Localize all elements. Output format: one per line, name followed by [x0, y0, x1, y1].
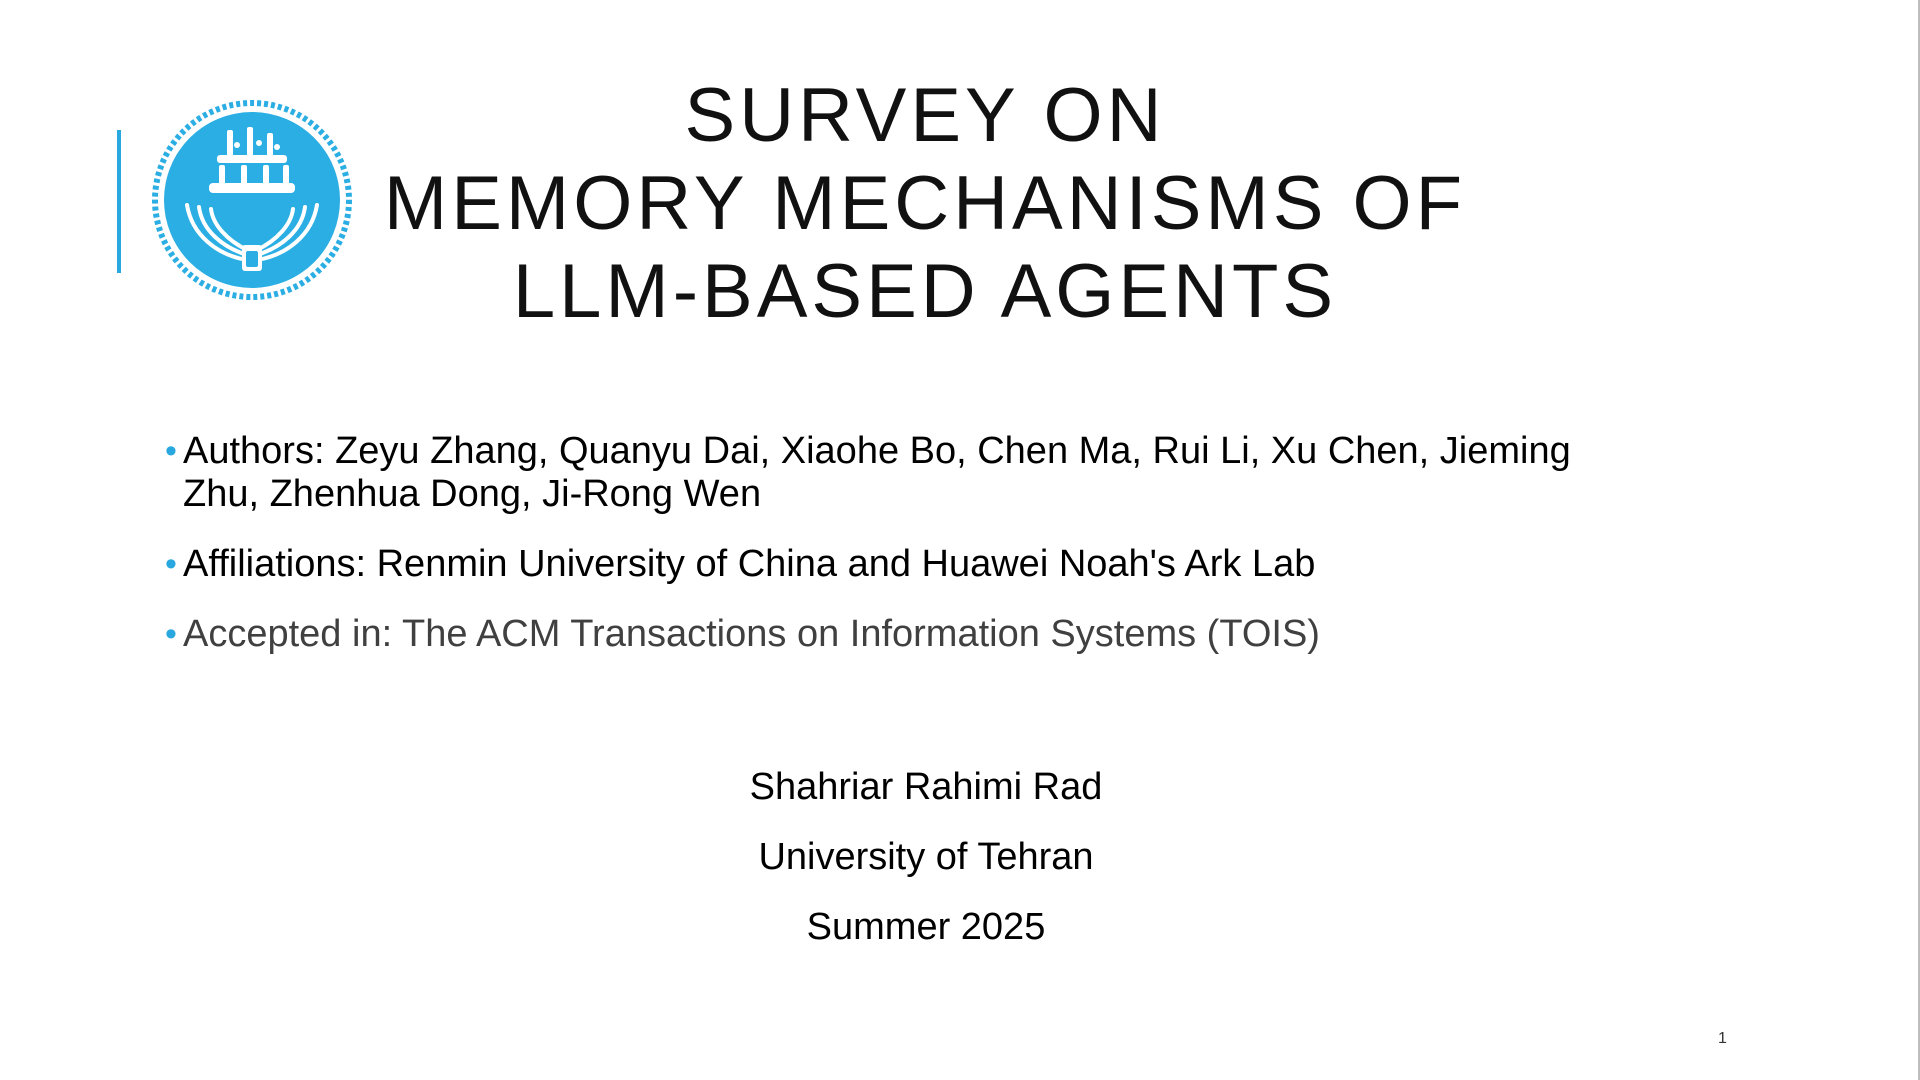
presenter-institution: University of Tehran	[758, 836, 1094, 878]
bullet-affiliations	[165, 543, 1625, 586]
bullet-marker: •	[165, 432, 177, 470]
affiliations-text: Affiliations: Renmin University of China and Huawei Noah's Ark Lab	[183, 543, 1316, 585]
accent-bar	[117, 130, 121, 273]
title-line-1: SURVEY ON	[684, 73, 1166, 158]
authors-text: Authors: Zeyu Zhang, Quanyu Dai, Xiaohe Bo, Chen Ma, Rui Li, Xu Chen, Jieming Zhu, Zhenhua Dong, Ji-Rong Wen	[183, 430, 1571, 515]
bullet-list	[165, 430, 1625, 683]
slide-title	[340, 72, 1510, 336]
bullet-marker: •	[165, 545, 177, 583]
bullet-accepted	[165, 613, 1625, 656]
presenter-block	[0, 752, 1852, 962]
presenter-name: Shahriar Rahimi Rad	[749, 766, 1103, 808]
accepted-text: Accepted in: The ACM Transactions on Information Systems (TOIS)	[183, 613, 1320, 655]
title-line-2: MEMORY MECHANISMS OF	[383, 161, 1467, 246]
university-seal	[147, 95, 357, 305]
page-number: 1	[1718, 1030, 1727, 1047]
bullet-authors	[165, 430, 1625, 516]
presentation-date: Summer 2025	[806, 906, 1046, 948]
university-logo-icon	[147, 95, 357, 305]
title-line-3: LLM-BASED AGENTS	[512, 249, 1338, 334]
bullet-marker: •	[165, 615, 177, 653]
